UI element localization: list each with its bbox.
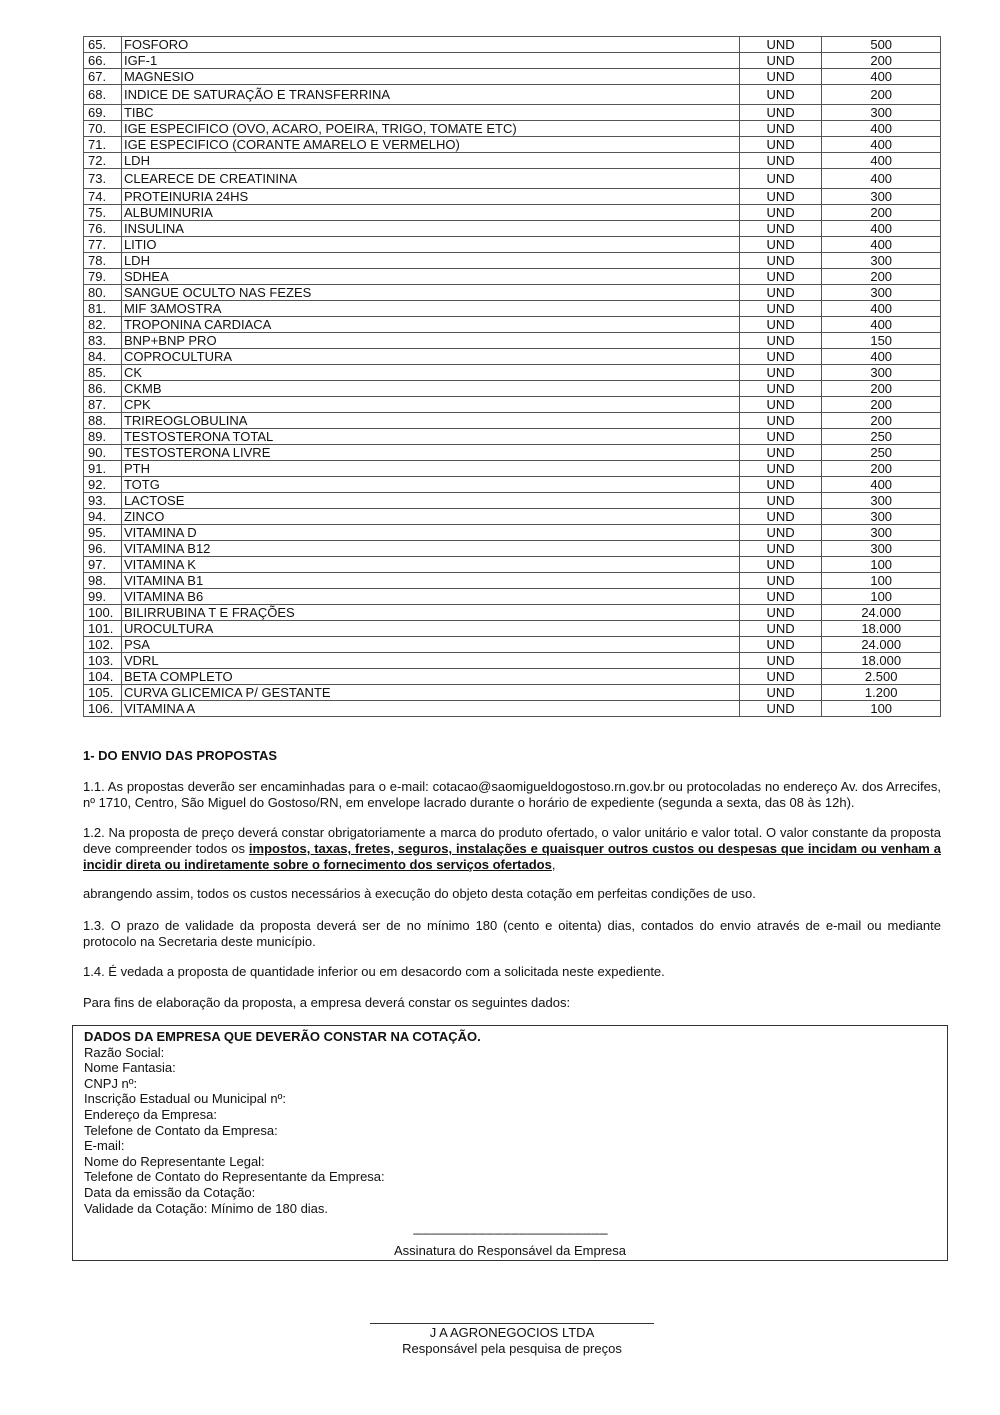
item-description-cell: BILIRRUBINA T E FRAÇÕES (121, 605, 739, 621)
company-field-label: Inscrição Estadual ou Municipal nº: (84, 1091, 287, 1107)
item-quantity-cell: 300 (822, 525, 941, 541)
item-description-cell: BNP+BNP PRO (121, 333, 739, 349)
item-number-cell: 99. (84, 589, 122, 605)
company-fields-list (84, 1045, 936, 1217)
table-row (84, 317, 941, 333)
item-unit-cell: UND (739, 169, 822, 189)
item-description-cell: TESTOSTERONA LIVRE (121, 445, 739, 461)
item-number-cell: 100. (84, 605, 122, 621)
item-unit-cell: UND (739, 701, 822, 717)
company-box-title: DADOS DA EMPRESA QUE DEVERÃO CONSTAR NA COTAÇÃO. (84, 1029, 481, 1044)
table-row (84, 541, 941, 557)
item-quantity-cell: 200 (822, 85, 941, 105)
item-description-cell: INDICE DE SATURAÇÃO E TRANSFERRINA (121, 85, 739, 105)
item-number-cell: 77. (84, 237, 122, 253)
item-unit-cell: UND (739, 189, 822, 205)
item-unit-cell: UND (739, 365, 822, 381)
table-row (84, 509, 941, 525)
item-quantity-cell: 200 (822, 53, 941, 69)
item-unit-cell: UND (739, 653, 822, 669)
item-description-cell: IGE ESPECIFICO (OVO, ACARO, POEIRA, TRIGO, TOMATE ETC) (121, 121, 739, 137)
item-number-cell: 86. (84, 381, 122, 397)
item-unit-cell: UND (739, 253, 822, 269)
item-quantity-cell: 24.000 (822, 637, 941, 653)
item-description-cell: BETA COMPLETO (121, 669, 739, 685)
paragraph-1-1: 1.1. As propostas deverão ser encaminhadas para o e-mail: cotacao@saomigueldogostoso.rn.gov.br ou protocoladas no endereço Av. dos Arrecifes, nº 1710, Centro, São Miguel do Gostoso/RN, em envelope lacrado durante o horário de expediente (segunda a sexta, das 08 às 12h). (83, 779, 941, 810)
table-row (84, 397, 941, 413)
item-description-cell: VDRL (121, 653, 739, 669)
item-number-cell: 74. (84, 189, 122, 205)
item-quantity-cell: 500 (822, 37, 941, 53)
item-unit-cell: UND (739, 153, 822, 169)
item-description-cell: TIBC (121, 105, 739, 121)
item-quantity-cell: 300 (822, 365, 941, 381)
item-description-cell: IGE ESPECIFICO (CORANTE AMARELO E VERMELHO) (121, 137, 739, 153)
company-field-label: Nome Fantasia: (84, 1060, 176, 1076)
item-unit-cell: UND (739, 37, 822, 53)
item-number-cell: 106. (84, 701, 122, 717)
table-row (84, 445, 941, 461)
item-description-cell: VITAMINA B6 (121, 589, 739, 605)
item-number-cell: 70. (84, 121, 122, 137)
table-row (84, 53, 941, 69)
table-row (84, 333, 941, 349)
table-row (84, 205, 941, 221)
item-description-cell: IGF-1 (121, 53, 739, 69)
item-unit-cell: UND (739, 557, 822, 573)
item-description-cell: TOTG (121, 477, 739, 493)
item-unit-cell: UND (739, 413, 822, 429)
company-field-label: Telefone de Contato do Representante da Empresa: (84, 1169, 385, 1185)
table-row (84, 237, 941, 253)
item-description-cell: LDH (121, 153, 739, 169)
item-quantity-cell: 200 (822, 205, 941, 221)
item-quantity-cell: 400 (822, 153, 941, 169)
item-description-cell: LACTOSE (121, 493, 739, 509)
item-number-cell: 66. (84, 53, 122, 69)
table-row (84, 365, 941, 381)
table-row (84, 701, 941, 717)
item-number-cell: 105. (84, 685, 122, 701)
item-unit-cell: UND (739, 121, 822, 137)
item-unit-cell: UND (739, 573, 822, 589)
item-number-cell: 75. (84, 205, 122, 221)
paragraph-1-2-continuation: abrangendo assim, todos os custos necessários à execução do objeto desta cotação em perfeitas condições de uso. (83, 886, 756, 901)
item-unit-cell: UND (739, 333, 822, 349)
item-quantity-cell: 300 (822, 493, 941, 509)
item-unit-cell: UND (739, 541, 822, 557)
table-row (84, 589, 941, 605)
item-description-cell: CPK (121, 397, 739, 413)
item-quantity-cell: 100 (822, 701, 941, 717)
item-unit-cell: UND (739, 445, 822, 461)
company-field-label: CNPJ nº: (84, 1075, 138, 1091)
table-row (84, 669, 941, 685)
item-description-cell: CK (121, 365, 739, 381)
item-quantity-cell: 400 (822, 301, 941, 317)
item-quantity-cell: 300 (822, 541, 941, 557)
item-number-cell: 104. (84, 669, 122, 685)
item-description-cell: VITAMINA B1 (121, 573, 739, 589)
item-description-cell: MAGNESIO (121, 69, 739, 85)
company-field-label: Endereço da Empresa: (84, 1106, 217, 1122)
item-description-cell: VITAMINA D (121, 525, 739, 541)
table-row (84, 105, 941, 121)
item-unit-cell: UND (739, 85, 822, 105)
items-table-body (84, 37, 941, 717)
company-data-box (72, 1025, 948, 1261)
table-row (84, 413, 941, 429)
item-number-cell: 72. (84, 153, 122, 169)
item-unit-cell: UND (739, 205, 822, 221)
item-description-cell: FOSFORO (121, 37, 739, 53)
section-title: 1- DO ENVIO DAS PROPOSTAS (83, 748, 278, 763)
item-description-cell: TESTOSTERONA TOTAL (121, 429, 739, 445)
item-quantity-cell: 400 (822, 237, 941, 253)
item-quantity-cell: 200 (822, 397, 941, 413)
table-row (84, 189, 941, 205)
item-number-cell: 91. (84, 461, 122, 477)
item-quantity-cell: 100 (822, 573, 941, 589)
company-field-label: Razão Social: (84, 1044, 165, 1060)
item-number-cell: 90. (84, 445, 122, 461)
item-quantity-cell: 100 (822, 589, 941, 605)
paragraph-1-2-end: , (551, 857, 556, 872)
company-field-label: Nome do Representante Legal: (84, 1153, 265, 1169)
item-description-cell: TRIREOGLOBULINA (121, 413, 739, 429)
item-quantity-cell: 18.000 (822, 653, 941, 669)
signature-line: ------------------------------------------------------------------------- (412, 1228, 608, 1240)
item-unit-cell: UND (739, 589, 822, 605)
item-number-cell: 94. (84, 509, 122, 525)
company-field-label: E-mail: (84, 1138, 125, 1154)
item-description-cell: SANGUE OCULTO NAS FEZES (121, 285, 739, 301)
item-number-cell: 68. (84, 85, 122, 105)
items-table (83, 36, 941, 717)
item-number-cell: 69. (84, 105, 122, 121)
item-unit-cell: UND (739, 349, 822, 365)
table-row (84, 301, 941, 317)
item-number-cell: 82. (84, 317, 122, 333)
item-number-cell: 80. (84, 285, 122, 301)
item-number-cell: 76. (84, 221, 122, 237)
item-quantity-cell: 2.500 (822, 669, 941, 685)
item-description-cell: TROPONINA CARDIACA (121, 317, 739, 333)
item-quantity-cell: 300 (822, 285, 941, 301)
paragraph-1-4: 1.4. É vedada a proposta de quantidade inferior ou em desacordo com a solicitada neste expediente. (83, 964, 665, 979)
item-unit-cell: UND (739, 285, 822, 301)
item-description-cell: MIF 3AMOSTRA (121, 301, 739, 317)
paragraph-1-2 (83, 825, 941, 873)
item-number-cell: 89. (84, 429, 122, 445)
item-number-cell: 102. (84, 637, 122, 653)
table-row (84, 253, 941, 269)
item-unit-cell: UND (739, 621, 822, 637)
item-quantity-cell: 400 (822, 137, 941, 153)
item-number-cell: 95. (84, 525, 122, 541)
item-number-cell: 67. (84, 69, 122, 85)
table-row (84, 37, 941, 53)
item-unit-cell: UND (739, 477, 822, 493)
item-unit-cell: UND (739, 137, 822, 153)
table-row (84, 69, 941, 85)
item-unit-cell: UND (739, 237, 822, 253)
item-number-cell: 65. (84, 37, 122, 53)
item-quantity-cell: 1.200 (822, 685, 941, 701)
item-unit-cell: UND (739, 493, 822, 509)
item-number-cell: 73. (84, 169, 122, 189)
table-row (84, 269, 941, 285)
item-unit-cell: UND (739, 669, 822, 685)
item-unit-cell: UND (739, 637, 822, 653)
item-number-cell: 93. (84, 493, 122, 509)
company-field-label: Data da emissão da Cotação: (84, 1184, 256, 1200)
item-unit-cell: UND (739, 53, 822, 69)
item-unit-cell: UND (739, 301, 822, 317)
item-quantity-cell: 400 (822, 69, 941, 85)
item-description-cell: SDHEA (121, 269, 739, 285)
item-unit-cell: UND (739, 317, 822, 333)
item-unit-cell: UND (739, 509, 822, 525)
table-row (84, 349, 941, 365)
table-row (84, 85, 941, 105)
item-unit-cell: UND (739, 605, 822, 621)
item-description-cell: CKMB (121, 381, 739, 397)
item-quantity-cell: 200 (822, 381, 941, 397)
table-row (84, 137, 941, 153)
item-description-cell: LDH (121, 253, 739, 269)
table-row (84, 221, 941, 237)
footer-role: Responsável pela pesquisa de preços (402, 1341, 622, 1356)
item-number-cell: 92. (84, 477, 122, 493)
table-row (84, 477, 941, 493)
item-quantity-cell: 400 (822, 169, 941, 189)
item-unit-cell: UND (739, 69, 822, 85)
item-unit-cell: UND (739, 397, 822, 413)
table-row (84, 285, 941, 301)
item-quantity-cell: 200 (822, 413, 941, 429)
item-description-cell: PSA (121, 637, 739, 653)
item-description-cell: CURVA GLICEMICA P/ GESTANTE (121, 685, 739, 701)
table-row (84, 121, 941, 137)
item-quantity-cell: 24.000 (822, 605, 941, 621)
item-quantity-cell: 300 (822, 253, 941, 269)
item-quantity-cell: 300 (822, 189, 941, 205)
item-description-cell: COPROCULTURA (121, 349, 739, 365)
item-quantity-cell: 400 (822, 477, 941, 493)
item-unit-cell: UND (739, 381, 822, 397)
item-unit-cell: UND (739, 221, 822, 237)
item-description-cell: VITAMINA A (121, 701, 739, 717)
table-row (84, 573, 941, 589)
item-quantity-cell: 300 (822, 509, 941, 525)
item-unit-cell: UND (739, 685, 822, 701)
item-description-cell: ZINCO (121, 509, 739, 525)
item-quantity-cell: 400 (822, 221, 941, 237)
table-row (84, 621, 941, 637)
item-quantity-cell: 150 (822, 333, 941, 349)
item-unit-cell: UND (739, 429, 822, 445)
table-row (84, 653, 941, 669)
item-description-cell: CLEARECE DE CREATININA (121, 169, 739, 189)
item-quantity-cell: 200 (822, 461, 941, 477)
item-number-cell: 79. (84, 269, 122, 285)
signature-label: Assinatura do Responsável da Empresa (394, 1243, 626, 1258)
item-number-cell: 81. (84, 301, 122, 317)
item-number-cell: 101. (84, 621, 122, 637)
item-quantity-cell: 400 (822, 121, 941, 137)
table-row (84, 381, 941, 397)
item-description-cell: VITAMINA B12 (121, 541, 739, 557)
paragraph-1-2-text: 1.2. Na proposta de preço deverá constar obrigatoriamente a marca do produto ofertado, o valor unitário e valor total. O valor constante da proposta deve compreender todos os (83, 825, 941, 856)
item-description-cell: PTH (121, 461, 739, 477)
item-quantity-cell: 400 (822, 317, 941, 333)
item-quantity-cell: 250 (822, 445, 941, 461)
company-field-label: Telefone de Contato da Empresa: (84, 1122, 278, 1138)
item-description-cell: INSULINA (121, 221, 739, 237)
paragraph-1-3: 1.3. O prazo de validade da proposta deverá ser de no mínimo 180 (cento e oitenta) dias, contados do envio através de e-mail ou mediante protocolo na Secretaria deste município. (83, 918, 941, 949)
table-row (84, 169, 941, 189)
item-number-cell: 71. (84, 137, 122, 153)
item-quantity-cell: 400 (822, 349, 941, 365)
item-unit-cell: UND (739, 269, 822, 285)
item-quantity-cell: 18.000 (822, 621, 941, 637)
item-quantity-cell: 250 (822, 429, 941, 445)
item-number-cell: 88. (84, 413, 122, 429)
table-row (84, 685, 941, 701)
table-row (84, 493, 941, 509)
item-description-cell: LITIO (121, 237, 739, 253)
item-unit-cell: UND (739, 105, 822, 121)
paragraph-1-2-emphasis: impostos, taxas, fretes, seguros, instalações e quaisquer outros custos ou despesas que incidam ou venham a incidir direta ou indiretamente sobre o fornecimento dos serviços ofertados (83, 841, 941, 872)
footer-signature-line (370, 1323, 654, 1324)
table-row (84, 429, 941, 445)
item-quantity-cell: 300 (822, 105, 941, 121)
item-number-cell: 78. (84, 253, 122, 269)
item-number-cell: 97. (84, 557, 122, 573)
item-number-cell: 84. (84, 349, 122, 365)
table-row (84, 153, 941, 169)
table-row (84, 461, 941, 477)
item-number-cell: 83. (84, 333, 122, 349)
table-row (84, 637, 941, 653)
item-quantity-cell: 200 (822, 269, 941, 285)
item-unit-cell: UND (739, 461, 822, 477)
company-field-label: Validade da Cotação: Mínimo de 180 dias. (84, 1200, 329, 1216)
footer-company-name: J A AGRONEGOCIOS LTDA (429, 1325, 595, 1340)
item-number-cell: 96. (84, 541, 122, 557)
item-number-cell: 103. (84, 653, 122, 669)
table-row (84, 525, 941, 541)
item-quantity-cell: 100 (822, 557, 941, 573)
paragraph-intro: Para fins de elaboração da proposta, a empresa deverá constar os seguintes dados: (83, 995, 571, 1010)
item-description-cell: UROCULTURA (121, 621, 739, 637)
table-row (84, 557, 941, 573)
item-unit-cell: UND (739, 525, 822, 541)
item-description-cell: PROTEINURIA 24HS (121, 189, 739, 205)
item-number-cell: 98. (84, 573, 122, 589)
item-description-cell: VITAMINA K (121, 557, 739, 573)
table-row (84, 605, 941, 621)
item-description-cell: ALBUMINURIA (121, 205, 739, 221)
item-number-cell: 87. (84, 397, 122, 413)
item-number-cell: 85. (84, 365, 122, 381)
